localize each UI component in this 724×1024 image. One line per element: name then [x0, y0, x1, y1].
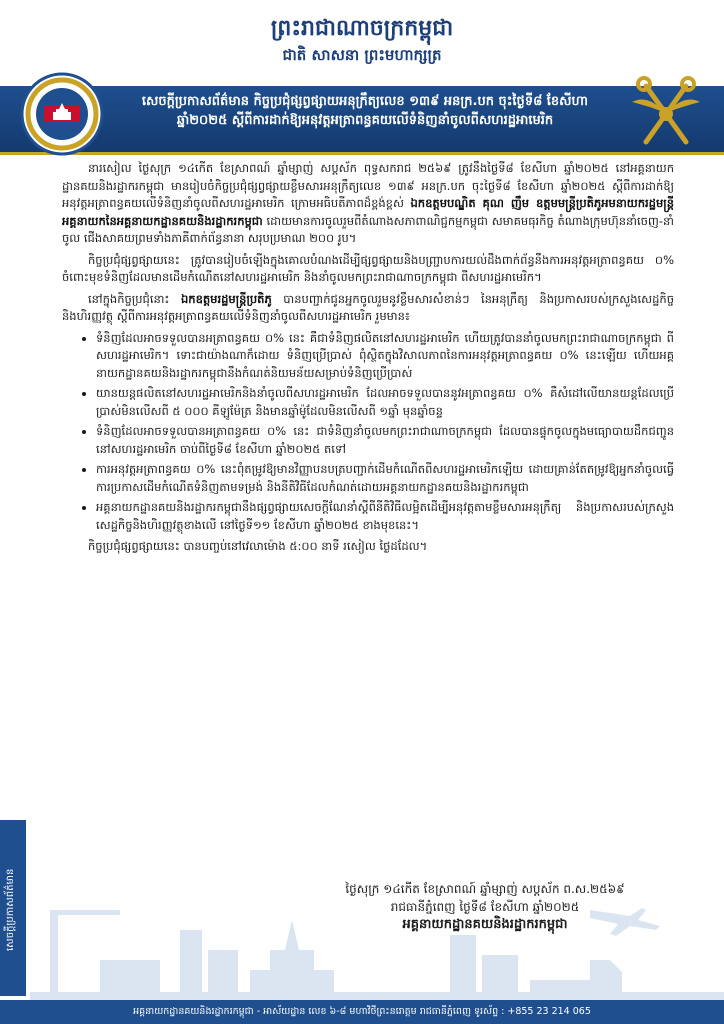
date-solar: រាជធានីភ្នំពេញ ថ្ងៃទី៨ ខែសីហា ឆ្នាំ២០២៥ [390, 900, 580, 914]
building-tall [180, 930, 202, 1000]
banner-gold-line [0, 152, 724, 155]
side-tab-label: សេចក្តីប្រកាសព័ត៌មាន [5, 868, 16, 952]
customs-emblem-icon [624, 72, 708, 156]
delegate-minister: ឯកឧត្តមរដ្ឋមន្ត្រីប្រតិភូ [180, 291, 272, 306]
kingdom-heading: ព្រះរាជាណាចក្រកម្ពុជា [270, 15, 454, 41]
national-motto: ជាតិ សាសនា ព្រះមហាក្សត្រ [282, 46, 442, 64]
chair-name: ឯកឧត្តមបណ្ឌិត គុណ ញឹម ឧត្តមមន្ត្រីប្រតិភូអមនាយករដ្ឋមន្ត្រី អគ្គនាយកនៃអគ្គនាយកដ្ឋានគយនិងរដ្ឋាករកម្ពុជា [62, 196, 675, 228]
crane-arm [50, 910, 120, 915]
ground-line [30, 992, 724, 1000]
footer-contact: អគ្គនាយកដ្ឋានគយនិងរដ្ឋាករកម្ពុជា - អាស័យដ្ឋាន លេខ ៦-៨ មហាវិថីព្រះនរោត្តម រាជធានីភ្នំពេញ ទូរស័ព្ទ : +855 23 214 065 [133, 1006, 591, 1017]
emblem-center [659, 107, 673, 121]
list-item: • ការអនុវត្តអត្រាពន្ធគយ ០% នេះពុំតម្រូវឱ្យមានវិញ្ញាបនបត្របញ្ជាក់ដើមកំណើតពីសហរដ្ឋអាមេរិកឡើយ ដោយគ្រាន់តែតម្រូវឱ្យអ្នកនាំចូលធ្វើការប្រកាសដើមកំណើតទំនិញតាមទម្រង់ និងនីតិវិធីដែលកំណត់ដោយអគ្គនាយកដ្ឋានគយនិងរដ្ឋាករកម្ពុជា [96, 461, 674, 496]
paragraph-key-points-intro: នៅក្នុងកិច្ចប្រជុំនោះ ឯកឧត្តមរដ្ឋមន្ត្រីប្រតិភូ បានបញ្ជាក់ជូនអ្នកចូលរួមនូវខ្លឹមសារសំខាន់ៗ នៃអនុក្រឹត្យ និងប្រកាសរបស់ក្រសួងសេដ្ឋកិច្ចនិងហិរញ្ញវត្ថុ ស្តីពីការអនុវត្តអត្រាពន្ធគយលើទំនិញនាំចូលពីសហរដ្ឋអាមេរិក រួមមាន៖ [62, 291, 675, 323]
emblem-key-head-right [682, 78, 694, 90]
truck-icon [530, 960, 622, 992]
press-release-title: សេចក្តីប្រកាសព័ត៌មាន កិច្ចប្រជុំផ្សព្វផ្សាយអនុក្រឹត្យលេខ ១៣៩ អនក្រ.បក ចុះថ្ងៃទី៨ ខែសីហា ឆ្នាំ២០២៥ ស្តីពីការដាក់ឱ្យអនុវត្តអត្រាពន្ធគយលើទំនិញនាំចូលពីសហរដ្ឋអាមេរិក [141, 94, 589, 128]
paragraph-purpose: កិច្ចប្រជុំផ្សព្វផ្សាយនេះ ត្រូវបានរៀបចំឡើងក្នុងគោលបំណងដើម្បីផ្សព្វផ្សាយនិងបញ្ជ្រាបការយល់ដឹងពាក់ព័ន្ធនឹងការអនុវត្តអត្រាពន្ធគយ ០% ចំពោះមុខទំនិញដែលមានដើមកំណើតនៅសហរដ្ឋអាមេរិក និងនាំចូលមកព្រះរាជាណាចក្រកម្ពុជា ពីសហរដ្ឋអាមេរិក។ [62, 252, 674, 284]
paragraph-closing: កិច្ចប្រជុំផ្សព្វផ្សាយនេះ បានបញ្ចប់នៅវេលាម៉ោង ៥:០០ នាទី រសៀល ថ្ងៃដដែល។ [88, 539, 428, 553]
signature-block [300, 880, 670, 934]
list-item: • យានយន្តផលិតនៅសហរដ្ឋអាមេរិកនិងនាំចូលពីសហរដ្ឋអាមេរិក ដែលអាចទទួលបាននូវអត្រាពន្ធគយ ០% គឺសំដៅលើយានយន្តដែលប្រើប្រាស់មិនលើសពី ៥ ០០០ គីឡូម៉ែត្រ និងមានឆ្នាំម៉ូដែលមិនលើសពី ១ឆ្នាំ មុនឆ្នាំចន្ទ [96, 385, 674, 420]
list-item: • ទំនិញដែលអាចទទួលបានអត្រាពន្ធគយ ០% នេះ ជាទំនិញនាំចូលមកព្រះរាជាណាចក្រកម្ពុជា ដែលបានផ្ទុកចូលក្នុងមធ្យោបាយដឹកជញ្ជូននៅសហរដ្ឋអាមេរិក ចាប់ពីថ្ងៃទី៨ ខែសីហា ឆ្នាំ២០២៥ តទៅ [96, 423, 674, 458]
list-item: • ទំនិញដែលអាចទទួលបានអត្រាពន្ធគយ ០% នេះ គឺជាទំនិញផលិតនៅសហរដ្ឋអាមេរិក ហើយត្រូវបាននាំចូលមកព្រះរាជាណាចក្រកម្ពុជា ពីសហរដ្ឋអាមេរិក។ ទោះជាយ៉ាងណាក៏ដោយ ទំនិញប្រើប្រាស់ ពុំស្ថិតក្នុងវិសាលភាពនៃការអនុវត្តអត្រាពន្ធគយ ០% នេះឡើយ ហើយអគ្គនាយកដ្ឋានគយនិងរដ្ឋាករកម្ពុជានឹងកំណត់និយមន័យសម្រាប់ទំនិញប្រើប្រាស់ [96, 330, 674, 383]
issuing-organization: អគ្គនាយកដ្ឋានគយនិងរដ្ឋាករកម្ពុជា [402, 917, 568, 932]
emblem-key-head-left [638, 78, 650, 90]
list-item: • អគ្គនាយកដ្ឋានគយនិងរដ្ឋាករកម្ពុជានឹងផ្សព្វផ្សាយសេចក្តីណែនាំស្តីពីនីតិវិធីលម្អិតដើម្បីអនុវត្តតាមខ្លឹមសារអនុក្រឹត្យ និងប្រកាសរបស់ក្រសួងសេដ្ឋកិច្ចនិងហិរញ្ញវត្ថុខាងលើ នៅថ្ងៃទី១១ ខែសីហា ឆ្នាំ២០២៥ ខាងមុខនេះ។ [96, 499, 674, 534]
tower-block [450, 935, 476, 1000]
key-points-list [62, 330, 674, 535]
crane-tower [50, 910, 58, 1000]
press-release-body [62, 160, 674, 560]
ministry-logo [20, 72, 104, 156]
paragraph-intro: នារសៀល ថ្ងៃសុក្រ ១៤កើត ខែស្រាពណ៍ ឆ្នាំម្សាញ់ សប្តស័ក ពុទ្ធសករាជ ២៥៦៩ ត្រូវនឹងថ្ងៃទី៨ ខែសីហា ឆ្នាំ២០២៥ នៅអគ្គនាយកដ្ឋានគយនិងរដ្ឋាករកម្ពុជា មានរៀបចំកិច្ចប្រជុំផ្សព្វផ្សាយខ្លឹមសារអនុក្រឹត្យលេខ ១៣៩ អនក្រ.បក ចុះថ្ងៃទី៨ ខែសីហា ឆ្នាំ២០២៥ ស្តីពីការដាក់ឱ្យអនុវត្តអត្រាពន្ធគយលើទំនិញនាំចូលពីសហរដ្ឋអាមេរិក ក្រោមអធិបតីភាពដ៏ខ្ពង់ខ្ពស់ ឯកឧត្តមបណ្ឌិត គុណ ញឹម ឧត្តមមន្ត្រីប្រតិភូអមនាយករដ្ឋមន្ត្រី អគ្គនាយកនៃអគ្គនាយកដ្ឋានគយនិងរដ្ឋាករកម្ពុជា ដោយមានការចូលរួមពីតំណាងសភាពាណិជ្ជកម្មកម្ពុជា សមាគមធុរកិច្ច តំណាងក្រុមហ៊ុននាំចេញ-នាំចូល ជើងសាគយព្រមទាំងភាគីពាក់ព័ន្ធនានា សរុបប្រមាណ ២០០ រូប។ [62, 161, 675, 245]
logo-flag-blue-bottom [44, 122, 80, 126]
date-lunar: ថ្ងៃសុក្រ ១៤កើត ខែស្រាពណ៍ ឆ្នាំម្សាញ់ សប្តស័ក ព.ស.២៥៦៩ [345, 882, 625, 896]
